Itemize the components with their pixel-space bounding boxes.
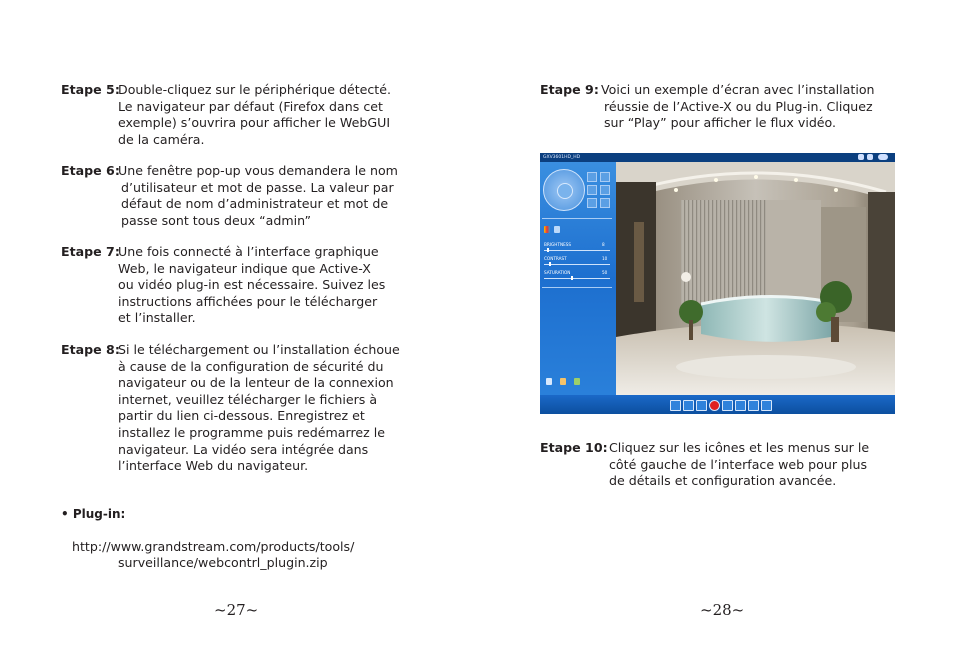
- step-text-line: l’interface Web du navigateur.: [118, 458, 309, 474]
- lock-icon[interactable]: [867, 154, 873, 160]
- live-video-frame[interactable]: [616, 162, 895, 395]
- step-text-line: réussie de l’Active-X ou du Plug-in. Cliquez: [604, 98, 873, 114]
- slider-label: BRIGHTNESS: [544, 242, 572, 247]
- step-text-line: Une fois connecté à l’interface graphique: [118, 244, 379, 259]
- slider-value: 50: [602, 270, 608, 275]
- saturation-slider[interactable]: [544, 278, 610, 279]
- step-text-line: exemple) s’ouvrira pour afficher le WebGUI: [118, 115, 391, 131]
- sidebar-divider: [542, 287, 612, 288]
- step-text-line: Web, le navigateur indique que Active-X: [118, 260, 371, 276]
- step-text-line: installez le programme puis redémarrez le: [118, 425, 385, 440]
- step-label: Etape 7:: [61, 244, 120, 259]
- step-label: Etape 6:: [61, 163, 120, 178]
- audio-icon[interactable]: [735, 400, 746, 411]
- slider-label: CONTRAST: [544, 256, 567, 261]
- step-text-line: passe sont tous deux “admin”: [121, 212, 311, 228]
- sidebar-divider: [542, 218, 612, 219]
- zoom-icon[interactable]: [722, 400, 733, 411]
- step-text-line: à cause de la configuration de sécurité du: [118, 358, 384, 374]
- plugin-url-link[interactable]: http://www.grandstream.com/products/tools/: [72, 539, 355, 554]
- step-text-line: Une fenêtre pop-up vous demandera le nom: [118, 163, 398, 178]
- slider-label: SATURATION: [544, 270, 571, 275]
- ptz-center-button[interactable]: [557, 183, 573, 199]
- monitor-icon[interactable]: [546, 378, 552, 385]
- webui-sidebar: [540, 162, 616, 395]
- plugin-bullet: • Plug-in:: [61, 507, 126, 521]
- step-text-line: instructions affichées pour le télécharger: [118, 293, 378, 309]
- image-settings-icon[interactable]: [554, 226, 560, 233]
- step-label: Etape 5:: [61, 82, 120, 97]
- step-label: Etape 8:: [61, 342, 120, 357]
- plugin-url-link[interactable]: surveillance/webcontrl_plugin.zip: [118, 555, 328, 570]
- logo-icon: [878, 154, 888, 160]
- webui-window-title: GXV3601HD_HD: [543, 155, 581, 160]
- step-text-line: défaut de nom d’administrateur et mot de: [121, 196, 389, 212]
- webui-toolbar: [540, 395, 895, 414]
- tools-icon[interactable]: [574, 378, 580, 385]
- preset-button[interactable]: [600, 198, 610, 208]
- step-text-line: Double-cliquez sur le périphérique détecté.: [118, 82, 391, 97]
- webui-titlebar: [540, 153, 895, 162]
- step-text-line: de la caméra.: [118, 131, 205, 147]
- slider-knob[interactable]: [547, 248, 549, 252]
- slider-knob[interactable]: [549, 262, 551, 266]
- camera-webui-screenshot: [540, 153, 895, 414]
- color-palette-icon[interactable]: [544, 226, 550, 233]
- step-text-line: sur “Play” pour afficher le flux vidéo.: [604, 115, 837, 131]
- step-label: Etape 10:: [540, 440, 608, 455]
- settings-icon[interactable]: [761, 400, 772, 411]
- preset-button[interactable]: [600, 185, 610, 195]
- step-text-line: Voici un exemple d’écran avec l’installation: [601, 82, 875, 97]
- step-text-line: d’utilisateur et mot de passe. La valeur par: [121, 179, 394, 195]
- page-number-right: ~28~: [700, 601, 745, 619]
- step-text-line: Si le téléchargement ou l’installation échoue: [118, 342, 400, 357]
- step-text-line: côté gauche de l’interface web pour plus: [609, 456, 868, 472]
- page-number-left: ~27~: [214, 601, 259, 619]
- step-label: Etape 9:: [540, 82, 599, 97]
- snapshot-icon[interactable]: [683, 400, 694, 411]
- step-text-line: internet, veuillez télécharger le fichiers à: [118, 391, 378, 407]
- preset-button[interactable]: [600, 172, 610, 182]
- step-text-line: navigateur. La vidéo sera intégrée dans: [118, 441, 369, 457]
- slider-value: 8: [602, 242, 605, 247]
- fullscreen-icon[interactable]: [670, 400, 681, 411]
- step-text-line: de détails et configuration avancée.: [609, 473, 837, 489]
- step-text-line: Cliquez sur les icônes et les menus sur le: [609, 440, 870, 455]
- step-text-line: navigateur ou de la lenteur de la connexion: [118, 375, 394, 391]
- brightness-slider[interactable]: [544, 250, 610, 251]
- slider-knob[interactable]: [571, 276, 573, 280]
- ptz-control[interactable]: [543, 169, 585, 211]
- record-button[interactable]: [709, 400, 720, 411]
- talk-icon[interactable]: [748, 400, 759, 411]
- step-text-line: partir du lien ci-dessous. Enregistrez et: [118, 408, 365, 424]
- step-text-line: Le navigateur par défaut (Firefox dans cet: [118, 98, 383, 114]
- preset-button[interactable]: [587, 198, 597, 208]
- slider-value: 10: [602, 256, 608, 261]
- stop-icon[interactable]: [696, 400, 707, 411]
- preset-button[interactable]: [587, 172, 597, 182]
- step-text-line: et l’installer.: [118, 310, 196, 326]
- preset-button[interactable]: [587, 185, 597, 195]
- user-icon[interactable]: [858, 154, 864, 160]
- step-text-line: ou vidéo plug-in est nécessaire. Suivez les: [118, 277, 386, 293]
- contrast-slider[interactable]: [544, 264, 610, 265]
- config-icon[interactable]: [560, 378, 566, 385]
